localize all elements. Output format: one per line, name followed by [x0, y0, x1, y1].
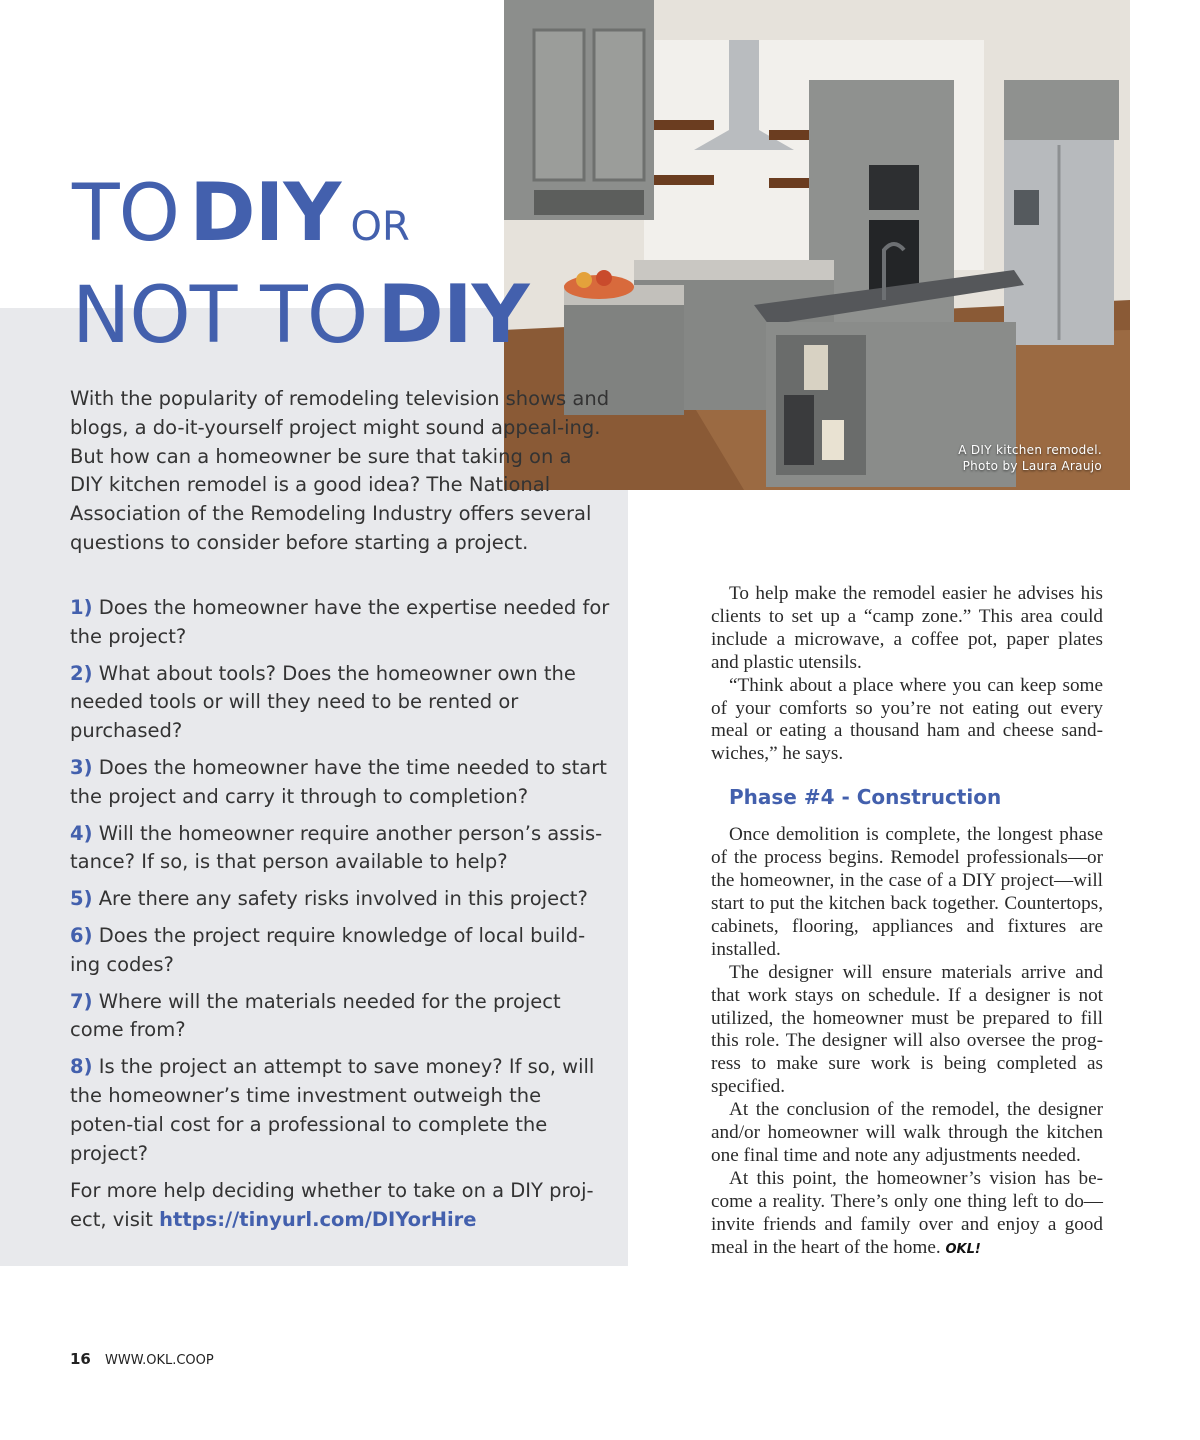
question-number: 8): [70, 1055, 93, 1079]
okl-end-mark: OKL!: [945, 1241, 981, 1257]
title-line-2: [72, 268, 529, 374]
question-list: [70, 594, 610, 1176]
question-item: [70, 820, 610, 878]
question-text: Does the homeowner have the time needed to start the project and carry it through to completion?: [70, 755, 607, 808]
article-paragraph-final: [711, 1168, 1103, 1262]
intro-paragraph: With the popularity of remodeling television shows and blogs, a do-it-yourself project might sound appeal-ing. But how can a homeowner be sure that taking on a DIY kitchen remodel is a good idea? The National Association of the Remodeling Industry offers several questions to consider before starting a project.: [70, 387, 610, 554]
question-text: Will the homeowner require another person’s assis-tance? If so, is that person available to help?: [70, 821, 603, 874]
article-final-text: At this point, the homeowner’s vision has be-come a reality. There’s only one thing left to do—invite friends and family over and enjoy a good meal in the heart of the home.: [711, 1167, 1103, 1258]
title-word-to: TO: [72, 169, 180, 259]
more-help-paragraph: [70, 1177, 610, 1235]
question-item: [70, 754, 610, 812]
question-text: Does the project require knowledge of local build-ing codes?: [70, 923, 586, 976]
title-word-or: OR: [350, 204, 410, 250]
article-paragraph: At the conclusion of the remodel, the designer and/or homeowner will walk through the kitchen one final time and note any adjustments needed.: [711, 1099, 1103, 1166]
question-item: [70, 594, 610, 652]
question-item: [70, 988, 610, 1046]
question-number: 4): [70, 821, 93, 845]
question-item: [70, 660, 610, 746]
question-number: 1): [70, 596, 93, 619]
question-item: [70, 1053, 610, 1168]
article-paragraph: The designer will ensure materials arrive and that work stays on schedule. If a designer is not utilized, the homeowner must be prepared to fill this role. The designer will also oversee the prog-ress to make sure work is being completed as specified.: [711, 961, 1103, 1098]
diy-or-hire-link[interactable]: https://tinyurl.com/DIYorHire: [159, 1207, 477, 1231]
title-words-not-to: NOT TO: [72, 271, 368, 361]
more-help-text: For more help deciding whether to take on a DIY proj-ect, visit: [70, 1179, 594, 1231]
question-number: 7): [70, 989, 93, 1013]
article-column: [711, 583, 1103, 1261]
title-line-1: [72, 166, 529, 272]
question-text: What about tools? Does the homeowner own the needed tools or will they need to be rented or purchased?: [70, 661, 576, 743]
photo-caption-description: A DIY kitchen remodel.: [958, 443, 1102, 457]
title-word-diy: DIY: [189, 166, 341, 259]
article-paragraph: To help make the remodel easier he advises his clients to set up a “camp zone.” This area could include a microwave, a coffee pot, paper plates and plastic utensils.: [711, 583, 1103, 673]
page-title: [72, 166, 529, 374]
page-number: 16: [70, 1350, 91, 1368]
question-number: 2): [70, 661, 93, 685]
question-text: Where will the materials needed for the project come from?: [70, 989, 561, 1042]
question-number: 6): [70, 923, 93, 947]
section-heading: Phase #4 - Construction: [729, 785, 1002, 810]
article-paragraph: “Think about a place where you can keep some of your comforts so you’re not eating out every meal or eating a thousand ham and cheese sand-wiches,” he says.: [711, 674, 1103, 765]
question-number: 5): [70, 887, 93, 911]
photo-caption: [958, 442, 1102, 474]
question-item: [70, 922, 610, 980]
question-number: 3): [70, 755, 93, 779]
article-paragraph: Once demolition is complete, the longest phase of the process begins. Remodel professionals—or the homeowner, in the case of a DIY project—will start to put the kitchen back together. Countertops, cabinets, flooring, appliances and fixtures are installed.: [711, 824, 1103, 960]
title-word-diy-2: DIY: [377, 268, 529, 361]
question-text: Are there any safety risks involved in this project?: [98, 887, 588, 911]
photo-caption-credit: Photo by Laura Araujo: [962, 459, 1102, 473]
question-text: Does the homeowner have the expertise needed for the project?: [70, 596, 610, 648]
page-footer: [70, 1350, 214, 1368]
question-text: Is the project an attempt to save money? If so, will the homeowner’s time investment outweigh the poten-tial cost for a professional to complete the project?: [70, 1055, 595, 1165]
footer-site: WWW.OKL.COOP: [105, 1353, 214, 1368]
question-item: [70, 885, 610, 914]
